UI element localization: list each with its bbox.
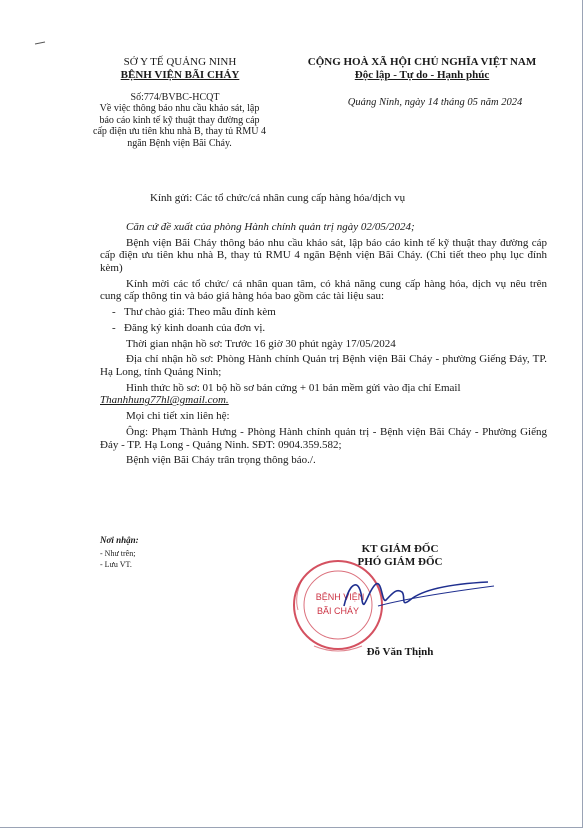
document-subject: Về việc thông báo nhu cầu khảo sát, lập báo cáo kinh tế kỹ thuật thay đường cáp cấp điện ưu tiên khu nhà B, thay tủ RMU 4 ngăn Bệnh viện Bãi Cháy. (93, 103, 266, 149)
stamp-text-1: BỆNH VIỆN (315, 592, 365, 602)
department-name: SỞ Y TẾ QUẢNG NINH (123, 56, 237, 68)
signer-name: Đỗ Văn Thịnh (366, 646, 434, 658)
list-item-text: Đăng ký kinh doanh của đơn vị. (124, 321, 266, 334)
letter-body (100, 221, 547, 467)
place-and-date: Quảng Ninh, ngày 14 tháng 05 năm 2024 (347, 97, 523, 108)
recipient-item: - Như trên; (100, 549, 136, 558)
email-line (100, 394, 547, 407)
nation-name: CỘNG HOÀ XÃ HỘI CHỦ NGHĨA VIỆT NAM (307, 56, 537, 68)
paragraph-format: Hình thức hồ sơ: 01 bộ hồ sơ bản cứng + 01 bản mềm gửi vào địa chỉ Email (126, 381, 461, 394)
email-link[interactable]: Thanhhung77hl@gmail.com. (100, 394, 229, 407)
signer-title-1: KT GIÁM ĐỐC (361, 543, 439, 555)
document-number: Số:774/BVBC-HCQT (130, 92, 220, 103)
recipients-heading: Nơi nhận: (100, 535, 139, 545)
signer-title-2: PHÓ GIÁM ĐỐC (357, 556, 443, 568)
paragraph-address: Địa chỉ nhận hồ sơ: Phòng Hành chính Quản trị Bệnh viện Bãi Cháy - phường Giếng Đáy, TP. Hạ Long, tỉnh Quảng Ninh; (100, 353, 547, 379)
paragraph-deadline: Thời gian nhận hồ sơ: Trước 16 giờ 30 phút ngày 17/05/2024 (126, 337, 396, 350)
stamp-text-2: BÃI CHÁY (316, 606, 360, 616)
handwritten-signature (338, 570, 498, 624)
paragraph-contact-person: Ông: Phạm Thành Hưng - Phòng Hành chính quản trị - Bệnh viện Bãi Cháy - Phường Giếng Đáy - TP. Hạ Long - Quảng Ninh. SĐT: 0904.359.582; (100, 426, 547, 451)
paragraph-invitation: Kính mời các tổ chức/ cá nhân quan tâm, có khả năng cung cấp hàng hóa, dịch vụ nêu trên cung cấp thông tin và báo giá hàng hóa bao gồm các tài liệu sau: (100, 277, 547, 303)
national-motto: Độc lập - Tự do - Hạnh phúc (354, 69, 490, 81)
recipient-item: - Lưu VT. (100, 560, 132, 569)
paragraph-contact-intro: Mọi chi tiết xin liên hệ: (126, 410, 230, 423)
addressee-line: Kính gửi: Các tổ chức/cá nhân cung cấp hàng hóa/dịch vụ (150, 192, 406, 204)
legal-basis: Căn cứ đề xuất của phòng Hành chính quản trị ngày 02/05/2024; (126, 221, 415, 233)
list-item: - Thư chào giá: Theo mẫu đính kèm (112, 306, 276, 319)
paragraph-closing: Bệnh viện Bãi Cháy trân trọng thông báo./. (126, 454, 316, 467)
list-item: - Đăng ký kinh doanh của đơn vị. (112, 321, 266, 334)
hospital-name: BỆNH VIỆN BÃI CHÁY (120, 69, 240, 81)
ink-smudge (34, 40, 46, 46)
list-item-text: Thư chào giá: Theo mẫu đính kèm (124, 306, 276, 319)
paragraph-notice: Bệnh viện Bãi Cháy thông báo nhu cầu khảo sát, lập báo cáo kinh tế kỹ thuật thay đường cáp cấp điện ưu tiên khu nhà B, thay tủ RMU 4 ngăn Bệnh viện Bãi Cháy. (Chi tiết theo phụ lục đính kèm) (100, 236, 547, 274)
